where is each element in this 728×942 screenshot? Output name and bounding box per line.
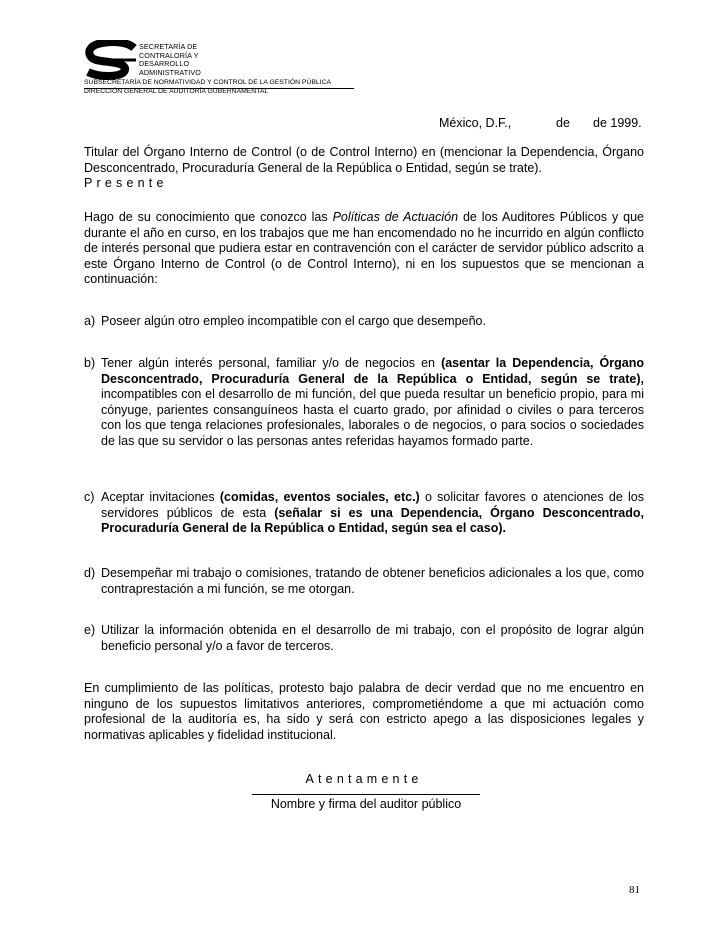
date-year: de 1999. [593,116,642,130]
item-label: d) [84,566,96,580]
closing-paragraph: En cumplimiento de las políticas, protesto bajo palabra de decir verdad que no me encuentro en ninguno de los supuestos limitativos anteriores, comprometiéndome a que mi actuación como profesional de la auditoría es, ha sido y será con estricto apego a las disposiciones legales y normativas aplicables y fidelidad institucional. [84,681,644,742]
org-line: SECRETARÍA DE [139,42,198,51]
item-text: Desempeñar mi trabajo o comisiones, tratando de obtener beneficios adicionales a los que, como contraprestación a mi función, se me otorgan. [101,566,644,596]
list-item [84,490,644,537]
item-text-part: Tener algún interés personal, familiar y/o de negocios en [101,356,442,370]
date-place: México, D.F., [439,116,512,130]
item-label: e) [84,623,96,637]
list-item [84,356,644,449]
list-item [84,566,644,597]
item-label: a) [84,314,96,328]
signature-line [252,794,480,795]
item-text-part: o solicitar favores o atenciones de los servidores públicos de esta [101,490,644,520]
sub-line: SUBSECRETARÍA DE NORMATIVIDAD Y CONTROL DE LA GESTIÓN PÚBLICA [84,79,332,86]
intro-text: de los Auditores Públicos y que durante el año en curso, en los trabajos que me han encomendado no he incurrido en algún conflicto de interés personal que pudiera estar en contravención con el carácter de servidor público adscrito a este Órgano Interno de Control (o de Control Interno), ni en los supuestos que se mencionan a continuación: [84,210,644,286]
intro-paragraph [84,210,644,288]
page-number: 81 [629,884,640,896]
org-line: CONTRALORÍA Y [139,50,199,60]
signature-label: Nombre y firma del auditor público [270,797,462,811]
organization-name [139,43,201,77]
item-text: Poseer algún otro empleo incompatible con el cargo que desempeño. [101,314,486,328]
list-item [84,623,644,654]
org-line: ADMINISTRATIVO [139,67,201,77]
item-label: b) [84,356,96,370]
addressee-block [84,145,644,192]
item-text [101,356,644,449]
sub-line: DIRECCIÓN GENERAL DE AUDITORÍA GUBERNAMENTAL [84,87,269,95]
item-text [101,490,644,537]
list-item [84,314,644,330]
item-bold-part: (comidas, eventos sociales, etc.) [219,490,420,504]
closing-salutation: Atentamente [305,772,423,786]
item-text: Utilizar la información obtenida en el desarrollo de mi trabajo, con el propósito de lograr algún beneficio personal y/o a favor de terceros. [101,623,644,653]
org-line: DESARROLLO [139,59,190,69]
item-bold-part: (asentar la Dependencia, Órgano Desconcentrado, Procuraduría General de la República o Entidad, según se trate), [101,356,644,386]
intro-italic: Políticas de Actuación [332,210,459,224]
item-label: c) [84,490,95,504]
header-divider [84,88,354,89]
secodam-logo-icon [84,40,140,82]
item-text-part: Aceptar invitaciones [101,490,220,504]
item-bold-part: (señalar si es una Dependencia, Órgano Desconcentrado, Procuraduría General de la República o Entidad, según sea el caso). [101,505,645,535]
date-de: de [556,116,570,130]
addressee-line: Titular del Órgano Interno de Control (o de Control Interno) en (mencionar la Dependencia, Órgano Desconcentrado, Procuraduría General de la República o Entidad, según se trate). [84,145,644,175]
intro-text: Hago de su conocimiento que conozco las [84,210,333,224]
presente-label: Presente [84,176,168,190]
item-text-part: incompatibles con el desarrollo de mi función, del que pueda resultar un beneficio propio, para mi cónyuge, parientes consanguíneos hasta el cuarto grado, por afinidad o civiles o para terceros con los que tenga relaciones profesionales, laborales o de negocios, o para socios o sociedades de las que su servidor o las personas antes referidas hayamos formado parte. [101,387,644,448]
